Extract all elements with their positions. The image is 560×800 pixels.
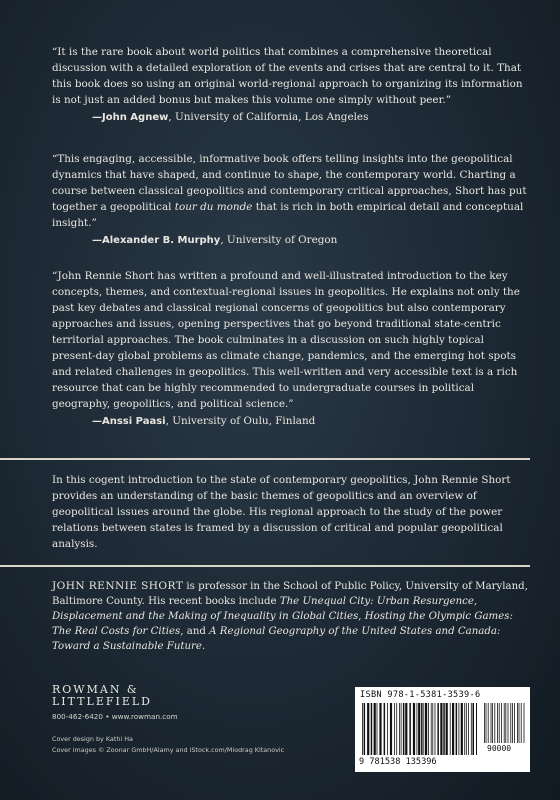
quote-affiliation: , University of California, Los Angeles	[168, 111, 369, 123]
barcode-bar	[456, 703, 458, 755]
barcode-bar	[413, 703, 415, 755]
barcode-bar	[491, 703, 492, 743]
price-barcode-bars	[483, 703, 525, 743]
barcode-bar	[399, 703, 400, 755]
barcode-bar	[394, 703, 395, 755]
barcode-bar	[425, 703, 427, 755]
barcode-bar	[524, 703, 525, 743]
bio-text: .	[201, 641, 206, 652]
barcode-bar	[450, 703, 451, 755]
barcode-bar	[417, 703, 418, 755]
praise-quote-paasi	[52, 268, 528, 430]
barcode-bar	[421, 703, 423, 755]
barcode-bar	[521, 703, 522, 743]
barcode-bar	[510, 703, 511, 743]
publisher-logo-line: ROWMAN &	[52, 683, 139, 696]
barcode-bar	[403, 703, 405, 755]
quote-affiliation: , University of Oulu, Finland	[165, 415, 316, 427]
barcode-bar	[405, 703, 407, 755]
barcode-bar	[492, 703, 493, 743]
quote-text-part: “This engaging, accessible, informative book offers telling insights into the geopolitical dynamics that have shaped, and continue to shape, the contemporary world. Charting a course between classical geopolitics and contemporary critical approaches, Short has put together a geopolitical	[52, 153, 527, 213]
barcode-bar	[494, 703, 495, 743]
barcode-bar	[497, 703, 498, 743]
publisher-contact: 800-462-6420 • www.rowman.com	[52, 712, 178, 721]
barcode-bar	[387, 703, 388, 755]
divider-rule	[0, 565, 530, 567]
book-title: The Unequal City: Urban Resurgence, Displacement and the Making of Inequality in Global Cities	[52, 596, 478, 622]
price-code: 90000	[487, 744, 512, 753]
divider-rule	[0, 458, 530, 460]
barcode-bar	[499, 703, 500, 743]
barcode-bar	[362, 703, 363, 755]
praise-quote-murphy	[52, 151, 528, 249]
author-name: JOHN RENNIE SHORT	[52, 580, 184, 592]
barcode-bar	[446, 703, 448, 755]
barcode-bar	[488, 703, 489, 743]
barcode-bar	[440, 703, 442, 755]
barcode-bar	[501, 703, 502, 743]
barcode-bars	[361, 703, 477, 755]
bio-text: is professor in the School of Public Policy, University of Maryland, Baltimore County. His recent books include	[52, 581, 528, 607]
barcode-bar	[379, 703, 381, 755]
barcode-bar	[466, 703, 467, 755]
quote-affiliation: , University of Oregon	[220, 234, 338, 246]
barcode-bar	[409, 703, 411, 755]
bio-text: , and	[180, 626, 210, 637]
praise-quote-agnew	[52, 44, 528, 126]
quote-text: “John Rennie Short has written a profound and well-illustrated introduction to the key concepts, themes, and contextual-regional issues in geopolitics. He explains not only the past key debates and classical regional concerns of geopolitics but also contemporary approaches and issues, opening perspectives that go beyond traditional state-centric territorial approaches. The book culminates in a discussion on such highly topical present-day global problems as climate change, pandemics, and the emerging hot spots and related challenges in geopolitics. This well-written and very accessible text is a rich resource that can be highly recommended to undergraduate courses in political geography, geopolitics, and political science.”	[52, 270, 520, 410]
isbn-text: ISBN 978-1-5381-3539-6	[360, 690, 481, 700]
quote-text-italic: tour du monde	[174, 201, 253, 213]
barcode-bar	[432, 703, 433, 755]
barcode-bar	[423, 703, 424, 755]
quote-attribution	[52, 232, 528, 249]
barcode-bar	[468, 703, 469, 755]
barcode-bar	[461, 703, 463, 755]
ean-number: 9 781538 135396	[359, 757, 437, 767]
barcode-bar	[505, 703, 506, 743]
barcode-bar	[452, 703, 454, 755]
cover-design-credit: Cover design by Kathi Ha	[52, 735, 133, 743]
barcode-bar	[428, 703, 429, 755]
barcode-bar	[390, 703, 392, 755]
publisher-logo	[52, 684, 252, 708]
barcode-bar	[512, 703, 513, 743]
cover-images-credit: Cover images © Zoonar GmbH/Alamy and iStock.com/Miodrag Kitanovic	[52, 746, 285, 754]
book-summary: In this cogent introduction to the state of contemporary geopolitics, John Rennie Short provides an understanding of the basic themes of geopolitics and an overview of geopolitical issues around the globe. His regional approach to the study of the power relations between states is framed by a discussion of critical and popular geopolitical analysis.	[52, 474, 511, 550]
barcode-bar	[371, 703, 373, 755]
barcode-bar	[476, 703, 477, 755]
quote-attribution	[52, 413, 528, 430]
quote-text	[52, 151, 528, 231]
barcode-bar	[484, 703, 485, 743]
barcode-bar	[435, 703, 436, 755]
quote-text: “It is the rare book about world politics that combines a comprehensive theoretical discussion with a detailed exploration of the events and crises that are central to it. That this book does so using an original world-regional approach to organizing its information is not just an added bonus but makes this volume one simply without peer.”	[52, 46, 523, 106]
barcode-bar	[396, 703, 397, 755]
barcode-bar	[377, 703, 378, 755]
barcode-bar	[437, 703, 439, 755]
quote-text-part: that is rich in both empirical detail and conceptual insight.”	[52, 201, 524, 229]
barcode-bar	[514, 703, 515, 743]
barcode-bar	[374, 703, 376, 755]
barcode-bar	[473, 703, 475, 755]
barcode-bar	[367, 703, 369, 755]
barcode-bar	[418, 703, 420, 755]
barcode-bar	[517, 703, 518, 743]
quote-attribution	[52, 109, 528, 126]
barcode-bar	[459, 703, 460, 755]
barcode-bar	[431, 703, 432, 755]
isbn-barcode	[355, 687, 530, 772]
author-bio	[52, 579, 528, 654]
barcode-bar	[486, 703, 487, 743]
barcode-bar	[508, 703, 509, 743]
barcode-bar	[519, 703, 520, 743]
barcode-bar	[471, 703, 472, 755]
barcode-bar	[443, 703, 445, 755]
quote-author: —Alexander B. Murphy	[92, 235, 221, 246]
bio-text: ,	[358, 611, 365, 622]
barcode-bar	[384, 703, 386, 755]
publisher-logo-line: LITTLEFIELD	[52, 695, 152, 708]
book-title: A Regional Geography of the United States and Canada: Toward a Sustainable Future	[52, 626, 501, 652]
barcode-bar	[504, 703, 505, 743]
quote-author: —Anssi Paasi	[92, 416, 166, 427]
quote-author: —John Agnew	[92, 112, 169, 123]
publisher-block	[52, 684, 252, 721]
book-title: Hosting the Olympic Games: The Real Costs for Cities	[52, 611, 513, 637]
barcode-bar	[364, 703, 366, 755]
cover-credits	[52, 734, 284, 756]
barcode-bar	[401, 703, 402, 755]
barcode-bar	[464, 703, 465, 755]
